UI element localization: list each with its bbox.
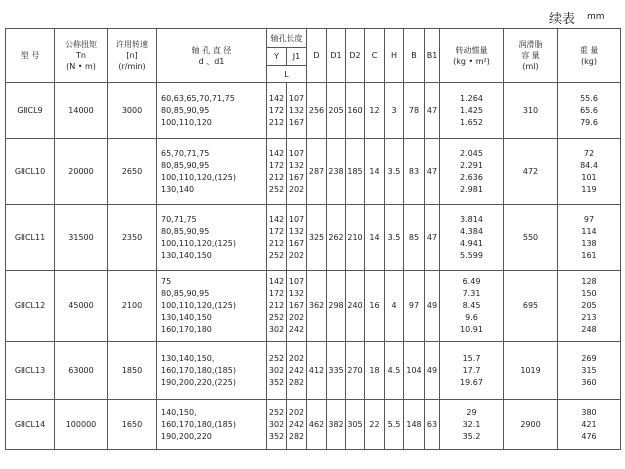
- bore-cell-line: 160,170,180: [161, 325, 212, 334]
- bore-cell: [157, 139, 267, 205]
- weight-cell-line: 119: [581, 184, 597, 194]
- table-row: [6, 83, 621, 139]
- weight-cell-line: 114: [581, 226, 597, 236]
- weight-cell-line: 476: [581, 431, 597, 441]
- inertia-cell-line: 2.045: [460, 148, 483, 158]
- speed-cell: 2350: [108, 205, 157, 271]
- y-cell-line: 302: [268, 419, 285, 429]
- inertia-cell-line: 8.45: [462, 301, 481, 310]
- j1-cell-line: 202: [288, 250, 305, 260]
- table-row: [6, 139, 621, 205]
- y-cell-line: 172: [268, 289, 285, 298]
- header-l: L: [267, 66, 307, 83]
- weight-cell-line: 128: [581, 277, 597, 286]
- table-row: [6, 271, 621, 342]
- speed-cell: 1850: [108, 342, 157, 400]
- j1-cell-line: 132: [288, 160, 305, 170]
- d1-cell: 238: [327, 139, 346, 205]
- bore-cell-line: 100,110,120,(125): [161, 172, 236, 182]
- header-inertia: 转动惯量 (kg • m²): [440, 29, 504, 83]
- b1-cell: 47: [425, 139, 440, 205]
- weight-cell-line: 150: [581, 289, 597, 298]
- table-row: [6, 205, 621, 271]
- inertia-cell: [440, 400, 504, 450]
- weight-cell-line: 360: [581, 377, 597, 387]
- b-cell: 85: [404, 205, 425, 271]
- j1-cell-line: 202: [288, 407, 305, 417]
- j1-cell: [287, 83, 307, 139]
- d2-cell: 185: [346, 139, 365, 205]
- bore-cell-line: 100,110,120,(125): [161, 301, 236, 310]
- weight-cell-line: 421: [581, 419, 597, 429]
- y-cell-line: 352: [268, 431, 285, 441]
- weight-cell-line: 205: [581, 301, 597, 310]
- j1-cell-line: 132: [288, 289, 305, 298]
- inertia-cell-line: 3.814: [460, 214, 483, 224]
- y-cell: [267, 83, 287, 139]
- j1-cell-line: 202: [288, 184, 305, 194]
- j1-cell-line: 107: [288, 214, 305, 224]
- speed-cell: 1650: [108, 400, 157, 450]
- bore-cell-line: 80,85,90,95: [161, 289, 210, 298]
- bore-cell-line: 75: [161, 277, 172, 286]
- grease-cell: 695: [504, 271, 558, 342]
- d-cell: 325: [307, 205, 327, 271]
- inertia-cell: [440, 83, 504, 139]
- table-caption: [0, 8, 625, 30]
- table-row: [6, 400, 621, 450]
- bore-cell: [157, 205, 267, 271]
- grease-cell: 550: [504, 205, 558, 271]
- b1-cell: 49: [425, 342, 440, 400]
- d-cell: 462: [307, 400, 327, 450]
- y-cell-line: 142: [268, 277, 285, 286]
- y-cell-line: 252: [268, 250, 285, 260]
- j1-cell-line: 242: [288, 365, 305, 375]
- model-cell: GⅡCL11: [6, 205, 55, 271]
- bore-cell-line: 130,140: [161, 184, 195, 194]
- speed-cell: 2100: [108, 271, 157, 342]
- speed-cell: 2650: [108, 139, 157, 205]
- inertia-cell-line: 29: [466, 407, 477, 417]
- j1-cell-line: 167: [288, 172, 305, 182]
- j1-cell-line: 242: [288, 325, 305, 334]
- inertia-cell-line: 1.425: [460, 105, 483, 115]
- weight-cell-line: 161: [581, 250, 597, 260]
- b1-cell: 47: [425, 83, 440, 139]
- h-cell: 3: [385, 83, 404, 139]
- weight-cell: [558, 139, 621, 205]
- inertia-cell-line: 10.91: [460, 325, 483, 334]
- bore-cell-line: 80,85,90,95: [161, 226, 210, 236]
- continued-label: 续表: [549, 12, 576, 27]
- bore-cell-line: 190,200,220,(225): [161, 377, 236, 387]
- bore-cell-line: 100,110,120,(125): [161, 238, 236, 248]
- h-cell: 3.5: [385, 205, 404, 271]
- grease-cell: 472: [504, 139, 558, 205]
- weight-cell: [558, 400, 621, 450]
- weight-cell-line: 55.6: [580, 93, 598, 103]
- weight-cell-line: 84.4: [580, 160, 598, 170]
- c-cell: 18: [365, 342, 385, 400]
- j1-cell-line: 282: [288, 431, 305, 441]
- weight-cell-line: 213: [581, 313, 597, 322]
- y-cell-line: 302: [268, 325, 285, 334]
- bore-cell-line: 80,85,90,95: [161, 105, 210, 115]
- b-cell: 83: [404, 139, 425, 205]
- b1-cell: 47: [425, 205, 440, 271]
- unit-label: mm: [587, 12, 605, 22]
- header-torque: 公称扭矩 Tn (N • m): [55, 29, 108, 83]
- bore-cell: [157, 83, 267, 139]
- j1-cell: [287, 342, 307, 400]
- weight-cell-line: 138: [581, 238, 597, 248]
- b1-cell: 49: [425, 271, 440, 342]
- weight-cell-line: 65.6: [580, 105, 598, 115]
- bore-cell-line: 160,170,180,(185): [161, 365, 236, 375]
- j1-cell: [287, 205, 307, 271]
- y-cell-line: 142: [268, 148, 285, 158]
- y-cell-line: 212: [268, 117, 285, 127]
- header-j1: J1: [287, 48, 307, 66]
- coupling-spec-table: [5, 28, 621, 450]
- model-cell: GⅡCL9: [6, 83, 55, 139]
- table-row: [6, 342, 621, 400]
- y-cell-line: 142: [268, 93, 285, 103]
- y-cell-line: 212: [268, 238, 285, 248]
- j1-cell-line: 202: [288, 313, 305, 322]
- d1-cell: 335: [327, 342, 346, 400]
- c-cell: 16: [365, 271, 385, 342]
- header-h: H: [385, 29, 404, 83]
- torque-cell: 45000: [55, 271, 108, 342]
- inertia-cell-line: 7.31: [462, 289, 481, 298]
- h-cell: 3.5: [385, 139, 404, 205]
- inertia-cell-line: 32.1: [462, 419, 481, 429]
- bore-cell-line: 130,140,150: [161, 313, 212, 322]
- d1-cell: 205: [327, 83, 346, 139]
- y-cell: [267, 205, 287, 271]
- inertia-cell-line: 6.49: [462, 277, 481, 286]
- header-y: Y: [267, 48, 287, 66]
- inertia-cell-line: 17.7: [462, 365, 481, 375]
- inertia-cell: [440, 205, 504, 271]
- weight-cell: [558, 205, 621, 271]
- header-speed: 许用转速 [n] (r/min): [108, 29, 157, 83]
- model-cell: GⅡCL10: [6, 139, 55, 205]
- header-grease: 润滑脂 容 量 (ml): [504, 29, 558, 83]
- j1-cell: [287, 271, 307, 342]
- y-cell: [267, 271, 287, 342]
- y-cell-line: 252: [268, 313, 285, 322]
- j1-cell-line: 107: [288, 148, 305, 158]
- d2-cell: 160: [346, 83, 365, 139]
- j1-cell-line: 107: [288, 277, 305, 286]
- j1-cell-line: 167: [288, 117, 305, 127]
- bore-cell-line: 70,71,75: [161, 214, 197, 224]
- header-c: C: [365, 29, 385, 83]
- inertia-cell-line: 1.652: [460, 117, 483, 127]
- bore-cell-line: 190,200,220: [161, 431, 212, 441]
- inertia-cell-line: 35.2: [462, 431, 481, 441]
- weight-cell: [558, 271, 621, 342]
- bore-cell-line: 65,70,71,75: [161, 148, 210, 158]
- j1-cell-line: 132: [288, 105, 305, 115]
- y-cell-line: 212: [268, 172, 285, 182]
- weight-cell-line: 269: [581, 353, 597, 363]
- grease-cell: 2900: [504, 400, 558, 450]
- y-cell-line: 252: [268, 353, 285, 363]
- weight-cell-line: 101: [581, 172, 597, 182]
- c-cell: 14: [365, 205, 385, 271]
- b-cell: 78: [404, 83, 425, 139]
- header-d2: D2: [346, 29, 365, 83]
- inertia-cell-line: 2.636: [460, 172, 483, 182]
- header-bore-length: 轴孔长度: [267, 29, 307, 48]
- inertia-cell: [440, 342, 504, 400]
- y-cell-line: 252: [268, 184, 285, 194]
- y-cell: [267, 342, 287, 400]
- y-cell-line: 212: [268, 301, 285, 310]
- h-cell: 4.5: [385, 342, 404, 400]
- torque-cell: 100000: [55, 400, 108, 450]
- b-cell: 97: [404, 271, 425, 342]
- y-cell-line: 172: [268, 105, 285, 115]
- inertia-cell-line: 1.264: [460, 93, 483, 103]
- inertia-cell-line: 9.6: [465, 313, 478, 322]
- d2-cell: 240: [346, 271, 365, 342]
- weight-cell-line: 380: [581, 407, 597, 417]
- y-cell-line: 172: [268, 160, 285, 170]
- bore-cell-line: 130,140,150: [161, 250, 212, 260]
- c-cell: 12: [365, 83, 385, 139]
- grease-cell: 310: [504, 83, 558, 139]
- header-b: B: [404, 29, 425, 83]
- y-cell-line: 252: [268, 407, 285, 417]
- header-b1: B1: [425, 29, 440, 83]
- c-cell: 22: [365, 400, 385, 450]
- d-cell: 412: [307, 342, 327, 400]
- b1-cell: 63: [425, 400, 440, 450]
- grease-cell: 1019: [504, 342, 558, 400]
- bore-cell: [157, 271, 267, 342]
- d1-cell: 298: [327, 271, 346, 342]
- h-cell: 5.5: [385, 400, 404, 450]
- j1-cell: [287, 139, 307, 205]
- j1-cell-line: 132: [288, 226, 305, 236]
- header-model: 型 号: [6, 29, 55, 83]
- d-cell: 287: [307, 139, 327, 205]
- b-cell: 104: [404, 342, 425, 400]
- torque-cell: 63000: [55, 342, 108, 400]
- weight-cell-line: 97: [583, 214, 595, 224]
- weight-cell-line: 79.6: [580, 117, 598, 127]
- weight-cell-line: 72: [583, 148, 595, 158]
- bore-cell-line: 160,170,180,(185): [161, 419, 236, 429]
- b-cell: 148: [404, 400, 425, 450]
- j1-cell-line: 202: [288, 353, 305, 363]
- bore-cell: [157, 400, 267, 450]
- d2-cell: 305: [346, 400, 365, 450]
- weight-cell-line: 315: [581, 365, 597, 375]
- y-cell-line: 352: [268, 377, 285, 387]
- header-d1: D1: [327, 29, 346, 83]
- d-cell: 362: [307, 271, 327, 342]
- bore-cell-line: 100,110,120: [161, 117, 212, 127]
- weight-cell-line: 248: [581, 325, 597, 334]
- d-cell: 256: [307, 83, 327, 139]
- header-d: D: [307, 29, 327, 83]
- bore-cell-line: 80,85,90,95: [161, 160, 210, 170]
- y-cell-line: 302: [268, 365, 285, 375]
- bore-cell-line: 60,63,65,70,71,75: [161, 93, 235, 103]
- bore-cell-line: 130,140,150,: [161, 353, 215, 363]
- bore-cell: [157, 342, 267, 400]
- j1-cell-line: 167: [288, 301, 305, 310]
- header-bore-diameter: 轴 孔 直 径 d 、d1: [157, 29, 267, 83]
- j1-cell-line: 242: [288, 419, 305, 429]
- y-cell-line: 172: [268, 226, 285, 236]
- y-cell: [267, 139, 287, 205]
- j1-cell-line: 282: [288, 377, 305, 387]
- torque-cell: 20000: [55, 139, 108, 205]
- header-weight: 重 量 (kg): [558, 29, 621, 83]
- inertia-cell-line: 2.981: [460, 184, 483, 194]
- model-cell: GⅡCL12: [6, 271, 55, 342]
- j1-cell: [287, 400, 307, 450]
- model-cell: GⅡCL13: [6, 342, 55, 400]
- d1-cell: 262: [327, 205, 346, 271]
- weight-cell: [558, 83, 621, 139]
- model-cell: GⅡCL14: [6, 400, 55, 450]
- c-cell: 14: [365, 139, 385, 205]
- inertia-cell: [440, 139, 504, 205]
- d1-cell: 382: [327, 400, 346, 450]
- inertia-cell-line: 5.599: [460, 250, 483, 260]
- inertia-cell: [440, 271, 504, 342]
- bore-cell-line: 140,150,: [161, 407, 197, 417]
- weight-cell: [558, 342, 621, 400]
- d2-cell: 210: [346, 205, 365, 271]
- inertia-cell-line: 19.67: [460, 377, 483, 387]
- j1-cell-line: 167: [288, 238, 305, 248]
- j1-cell-line: 107: [288, 93, 305, 103]
- inertia-cell-line: 15.7: [462, 353, 481, 363]
- torque-cell: 31500: [55, 205, 108, 271]
- inertia-cell-line: 2.291: [460, 160, 483, 170]
- y-cell: [267, 400, 287, 450]
- y-cell-line: 142: [268, 214, 285, 224]
- d2-cell: 270: [346, 342, 365, 400]
- speed-cell: 3000: [108, 83, 157, 139]
- h-cell: 4: [385, 271, 404, 342]
- torque-cell: 14000: [55, 83, 108, 139]
- inertia-cell-line: 4.941: [460, 238, 483, 248]
- inertia-cell-line: 4.384: [460, 226, 483, 236]
